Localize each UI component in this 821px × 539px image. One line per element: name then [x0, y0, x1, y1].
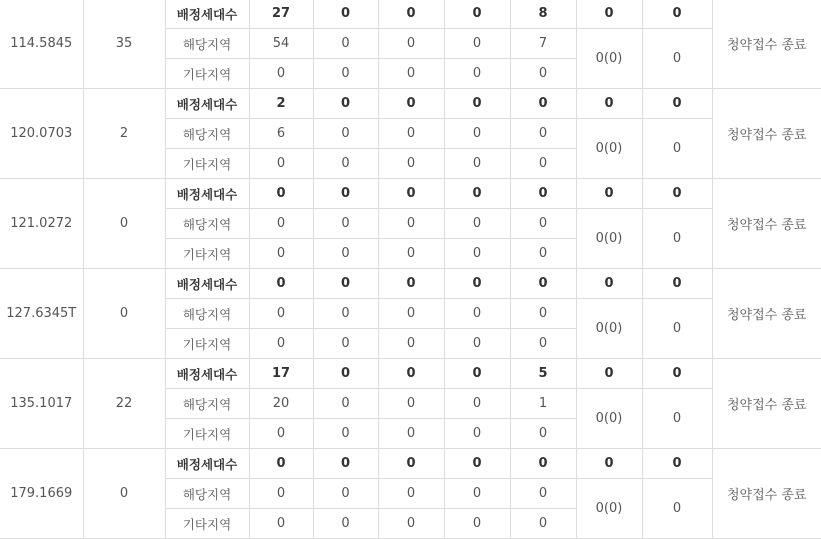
area-cell: 135.1017	[0, 359, 83, 449]
local-count-cell: 0	[444, 209, 510, 239]
local-count-cell: 20	[249, 389, 313, 419]
allocated-count-cell: 0	[378, 449, 444, 479]
allocated-count-cell: 0	[510, 269, 576, 299]
allocated-count-cell: 0	[444, 89, 510, 119]
allocated-count-cell: 0	[249, 269, 313, 299]
local-label: 해당지역	[165, 29, 249, 59]
local-count-cell: 0	[378, 119, 444, 149]
allocated-count-cell: 0	[249, 449, 313, 479]
allocated-count-cell: 0	[444, 269, 510, 299]
allocated-count-cell: 0	[642, 0, 712, 29]
other-label: 기타지역	[165, 329, 249, 359]
local-count-cell: 1	[510, 389, 576, 419]
other-label: 기타지역	[165, 509, 249, 539]
allocated-count-cell: 0	[510, 179, 576, 209]
allocated-count-cell: 27	[249, 0, 313, 29]
allocated-count-cell: 0	[642, 449, 712, 479]
allocated-label: 배정세대수	[165, 0, 249, 29]
other-count-cell: 0	[444, 329, 510, 359]
other-count-cell: 0	[444, 149, 510, 179]
local-label: 해당지역	[165, 389, 249, 419]
status-cell: 청약접수 종료	[712, 269, 821, 359]
local-count-cell: 0	[510, 299, 576, 329]
status-cell: 청약접수 종료	[712, 449, 821, 539]
extra-cell: 0	[642, 479, 712, 539]
local-count-cell: 0	[444, 29, 510, 59]
local-count-cell: 0	[313, 299, 378, 329]
supply-units-cell: 0	[83, 269, 165, 359]
local-label: 해당지역	[165, 209, 249, 239]
other-count-cell: 0	[378, 59, 444, 89]
extra-cell: 0	[642, 389, 712, 449]
allocated-count-cell: 0	[576, 89, 642, 119]
local-count-cell: 0	[444, 389, 510, 419]
allocated-count-cell: 0	[642, 269, 712, 299]
competition-cell: 0(0)	[576, 389, 642, 449]
supply-units-cell: 0	[83, 449, 165, 539]
status-cell: 청약접수 종료	[712, 0, 821, 89]
table-row	[0, 89, 821, 119]
local-count-cell: 0	[313, 209, 378, 239]
local-count-cell: 0	[378, 479, 444, 509]
other-count-cell: 0	[249, 149, 313, 179]
local-count-cell: 0	[378, 299, 444, 329]
table-row	[0, 449, 821, 479]
table-row	[0, 269, 821, 299]
other-count-cell: 0	[313, 329, 378, 359]
other-count-cell: 0	[510, 329, 576, 359]
allocated-label: 배정세대수	[165, 359, 249, 389]
other-count-cell: 0	[378, 419, 444, 449]
allocated-label: 배정세대수	[165, 179, 249, 209]
supply-units-cell: 35	[83, 0, 165, 89]
allocated-count-cell: 0	[313, 0, 378, 29]
table-row	[0, 359, 821, 389]
other-count-cell: 0	[249, 239, 313, 269]
local-count-cell: 0	[313, 119, 378, 149]
allocated-count-cell: 5	[510, 359, 576, 389]
extra-cell: 0	[642, 299, 712, 359]
allocated-count-cell: 0	[444, 449, 510, 479]
allocated-count-cell: 17	[249, 359, 313, 389]
area-cell: 120.0703	[0, 89, 83, 179]
allocated-count-cell: 0	[642, 89, 712, 119]
allocated-count-cell: 0	[444, 0, 510, 29]
local-count-cell: 0	[249, 479, 313, 509]
allocated-count-cell: 0	[576, 449, 642, 479]
local-label: 해당지역	[165, 119, 249, 149]
other-count-cell: 0	[313, 59, 378, 89]
other-count-cell: 0	[378, 149, 444, 179]
extra-cell: 0	[642, 29, 712, 89]
other-label: 기타지역	[165, 149, 249, 179]
other-count-cell: 0	[378, 329, 444, 359]
allocated-label: 배정세대수	[165, 89, 249, 119]
allocated-count-cell: 0	[249, 179, 313, 209]
competition-cell: 0(0)	[576, 299, 642, 359]
allocated-count-cell: 0	[378, 359, 444, 389]
other-count-cell: 0	[510, 509, 576, 539]
other-count-cell: 0	[510, 419, 576, 449]
area-cell: 179.1669	[0, 449, 83, 539]
local-count-cell: 7	[510, 29, 576, 59]
local-count-cell: 0	[444, 119, 510, 149]
allocated-count-cell: 0	[642, 179, 712, 209]
competition-cell: 0(0)	[576, 209, 642, 269]
other-count-cell: 0	[444, 239, 510, 269]
allocated-count-cell: 0	[378, 0, 444, 29]
extra-cell: 0	[642, 209, 712, 269]
local-count-cell: 0	[249, 299, 313, 329]
status-cell: 청약접수 종료	[712, 89, 821, 179]
extra-cell: 0	[642, 119, 712, 179]
allocated-count-cell: 0	[313, 359, 378, 389]
competition-cell: 0(0)	[576, 479, 642, 539]
other-count-cell: 0	[249, 509, 313, 539]
other-count-cell: 0	[313, 509, 378, 539]
other-count-cell: 0	[510, 149, 576, 179]
other-count-cell: 0	[444, 419, 510, 449]
allocated-count-cell: 0	[444, 179, 510, 209]
allocated-label: 배정세대수	[165, 449, 249, 479]
allocated-label: 배정세대수	[165, 269, 249, 299]
allocated-count-cell: 0	[576, 179, 642, 209]
other-label: 기타지역	[165, 419, 249, 449]
supply-units-cell: 0	[83, 179, 165, 269]
allocated-count-cell: 0	[510, 89, 576, 119]
other-count-cell: 0	[444, 59, 510, 89]
other-count-cell: 0	[313, 239, 378, 269]
other-label: 기타지역	[165, 239, 249, 269]
other-count-cell: 0	[378, 509, 444, 539]
allocated-count-cell: 2	[249, 89, 313, 119]
local-count-cell: 0	[444, 479, 510, 509]
local-count-cell: 0	[510, 209, 576, 239]
area-cell: 127.6345T	[0, 269, 83, 359]
allocated-count-cell: 0	[313, 269, 378, 299]
status-cell: 청약접수 종료	[712, 359, 821, 449]
allocated-count-cell: 0	[510, 449, 576, 479]
table-row	[0, 179, 821, 209]
local-count-cell: 0	[444, 299, 510, 329]
other-count-cell: 0	[249, 419, 313, 449]
local-count-cell: 0	[378, 209, 444, 239]
local-count-cell: 0	[313, 29, 378, 59]
allocated-count-cell: 0	[378, 269, 444, 299]
allocated-count-cell: 0	[576, 0, 642, 29]
other-count-cell: 0	[444, 509, 510, 539]
other-count-cell: 0	[378, 239, 444, 269]
local-count-cell: 0	[313, 389, 378, 419]
supply-units-cell: 22	[83, 359, 165, 449]
allocated-count-cell: 0	[576, 359, 642, 389]
allocated-count-cell: 0	[313, 89, 378, 119]
area-cell: 121.0272	[0, 179, 83, 269]
allocated-count-cell: 0	[378, 179, 444, 209]
supply-units-cell: 2	[83, 89, 165, 179]
other-count-cell: 0	[249, 329, 313, 359]
allocated-count-cell: 8	[510, 0, 576, 29]
local-count-cell: 54	[249, 29, 313, 59]
table-row	[0, 0, 821, 29]
competition-cell: 0(0)	[576, 119, 642, 179]
local-label: 해당지역	[165, 479, 249, 509]
local-count-cell: 0	[510, 119, 576, 149]
allocated-count-cell: 0	[378, 89, 444, 119]
allocated-count-cell: 0	[444, 359, 510, 389]
other-label: 기타지역	[165, 59, 249, 89]
other-count-cell: 0	[510, 239, 576, 269]
local-count-cell: 0	[378, 29, 444, 59]
area-cell: 114.5845	[0, 0, 83, 89]
other-count-cell: 0	[510, 59, 576, 89]
local-count-cell: 0	[249, 209, 313, 239]
allocated-count-cell: 0	[642, 359, 712, 389]
other-count-cell: 0	[249, 59, 313, 89]
local-count-cell: 0	[378, 389, 444, 419]
local-count-cell: 6	[249, 119, 313, 149]
allocated-count-cell: 0	[313, 179, 378, 209]
status-cell: 청약접수 종료	[712, 179, 821, 269]
allocated-count-cell: 0	[313, 449, 378, 479]
local-label: 해당지역	[165, 299, 249, 329]
competition-cell: 0(0)	[576, 29, 642, 89]
local-count-cell: 0	[313, 479, 378, 509]
allocated-count-cell: 0	[576, 269, 642, 299]
local-count-cell: 0	[510, 479, 576, 509]
other-count-cell: 0	[313, 419, 378, 449]
other-count-cell: 0	[313, 149, 378, 179]
